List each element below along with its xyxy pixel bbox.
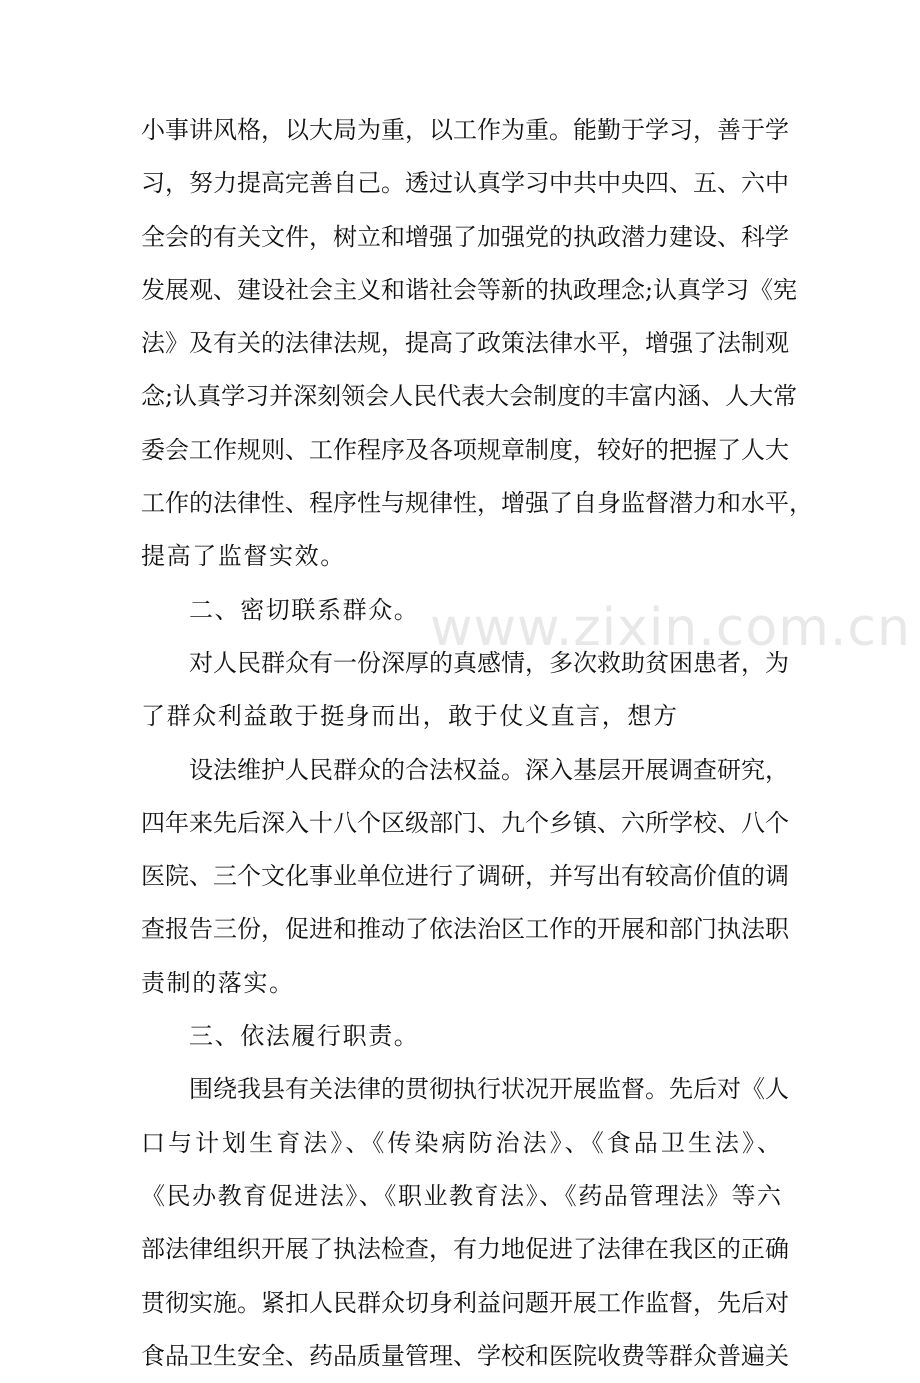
- document-body: [141, 104, 813, 1383]
- section-heading: 三、依法履行职责。: [189, 1022, 420, 1051]
- text-line: 提高了监督实效。: [141, 542, 346, 571]
- text-line: 了群众利益敢于挺身而出，敢于仗义直言，想方: [141, 702, 679, 731]
- text-line: 查报告三份，促进和推动了依法治区工作的开展和部门执法职: [141, 915, 789, 944]
- text-line: 法》及有关的法律法规，提高了政策法律水平，增强了法制观: [141, 329, 789, 358]
- text-line: 责制的落实。: [141, 968, 295, 997]
- text-line: 医院、三个文化事业单位进行了调研，并写出有较高价值的调: [141, 862, 789, 891]
- text-line: 部法律组织开展了执法检查，有力地促进了法律在我区的正确: [141, 1235, 789, 1264]
- watermark: www.zixin.com.cn: [430, 598, 911, 658]
- text-line: 口与计划生育法》、《传染病防治法》、《食品卫生法》、: [141, 1128, 781, 1157]
- text-line: 习，努力提高完善自己。透过认真学习中共中央四、五、六中: [141, 169, 789, 198]
- text-line: 《民办教育促进法》、《职业教育法》、《药品管理法》等六: [141, 1181, 781, 1210]
- text-line: 对人民群众有一份深厚的真感情，多次救助贫困患者，为: [189, 648, 789, 677]
- text-line: 食品卫生安全、药品质量管理、学校和医院收费等群众普遍关: [141, 1341, 789, 1370]
- text-line: 工作的法律性、程序性与规律性，增强了自身监督潜力和水平，: [141, 489, 813, 518]
- text-line: 设法维护人民群众的合法权益。深入基层开展调查研究，: [189, 755, 789, 784]
- section-heading: 二、密切联系群众。: [189, 595, 420, 624]
- text-line: 围绕我县有关法律的贯彻执行状况开展监督。先后对《人: [189, 1075, 789, 1104]
- text-line: 贯彻实施。紧扣人民群众切身利益问题开展工作监督，先后对: [141, 1288, 789, 1317]
- text-line: 四年来先后深入十八个区级部门、九个乡镇、六所学校、八个: [141, 808, 789, 837]
- text-line: 发展观、建设社会主义和谐社会等新的执政理念;认真学习《宪: [141, 275, 798, 304]
- text-line: 念;认真学习并深刻领会人民代表大会制度的丰富内涵、人大常: [141, 382, 798, 411]
- text-line: 全会的有关文件，树立和增强了加强党的执政潜力建设、科学: [141, 222, 789, 251]
- text-line: 小事讲风格，以大局为重，以工作为重。能勤于学习，善于学: [141, 116, 789, 144]
- text-line: 委会工作规则、工作程序及各项规章制度，较好的把握了人大: [141, 435, 789, 464]
